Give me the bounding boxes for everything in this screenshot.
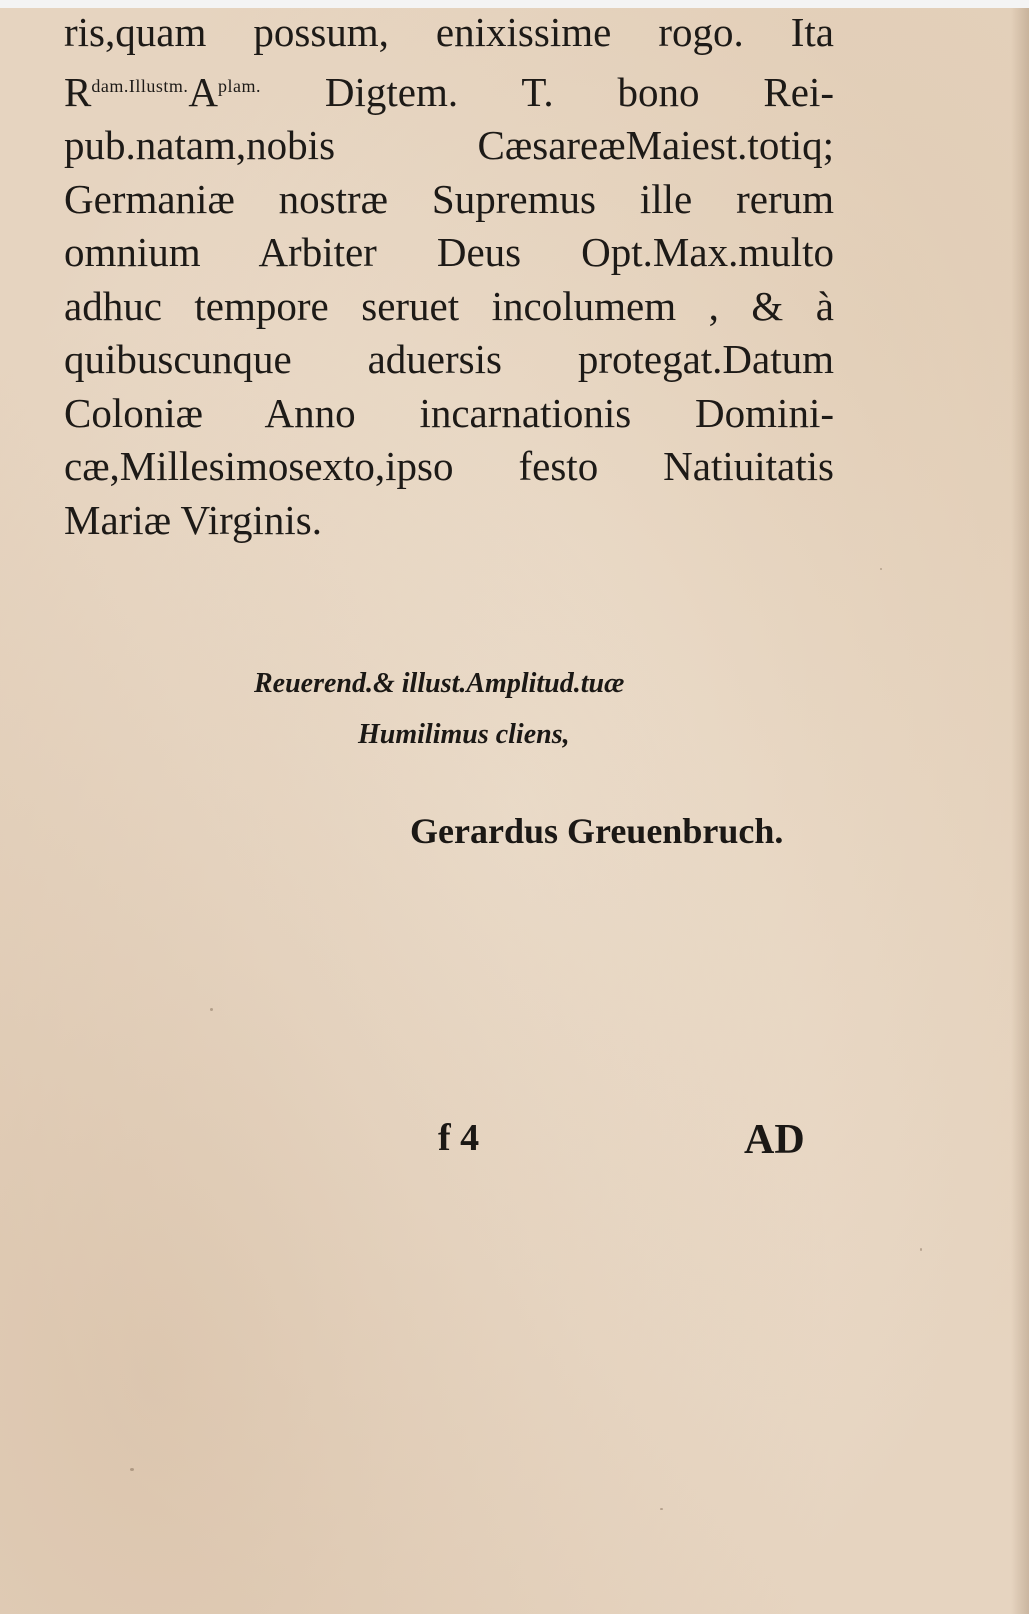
paper-speck: [660, 1508, 663, 1510]
catchword: AD: [744, 1117, 805, 1163]
page-edge-shadow: [1011, 8, 1029, 1614]
paper-speck: [130, 1468, 134, 1471]
text-line-4: Germaniæ nostræ Supremus ille rerum: [64, 175, 834, 222]
text-line-3: pub.natam,nobis CæsareæMaiest.totiq;: [64, 122, 834, 168]
text-line-6: adhuc tempore seruet incolumem , & à: [64, 282, 834, 329]
text-line-1: ris,quam possum, enixissime rogo. Ita: [64, 9, 834, 55]
signature-mark: f 4: [438, 1117, 480, 1159]
text-line-7: quibuscunque aduersis protegat.Datum: [64, 336, 834, 382]
abbr-plam: plam.: [217, 75, 261, 96]
author-signature: Gerardus Greuenbruch.: [410, 811, 784, 851]
paper-speck: [880, 568, 882, 570]
text-line-5: omnium Arbiter Deus Opt.Max.multo: [64, 229, 834, 275]
body-text: [64, 8, 834, 547]
closing-humble-client: Humilimus cliens,: [358, 719, 570, 750]
abbr-dam: dam.: [91, 75, 129, 96]
text-line-10: Mariæ Virginis.: [64, 496, 322, 543]
book-page: [0, 8, 1029, 1614]
line2-a: A: [188, 68, 218, 115]
closing-salutation: Reuerend.& illust.Amplitud.tuæ: [254, 668, 625, 699]
paper-speck: [210, 1008, 213, 1011]
text-line-2: [64, 60, 834, 120]
line2-rest: Digtem. T. bono Rei-: [324, 68, 834, 115]
line2-initial: R: [64, 68, 92, 115]
paper-speck: [920, 1248, 922, 1251]
text-line-9: cæ,Millesimosexto,ipso festo Natiuitatis: [64, 443, 834, 489]
abbr-illustm: Illustm.: [128, 75, 189, 96]
text-line-8: Coloniæ Anno incarnationis Domini-: [64, 389, 834, 436]
